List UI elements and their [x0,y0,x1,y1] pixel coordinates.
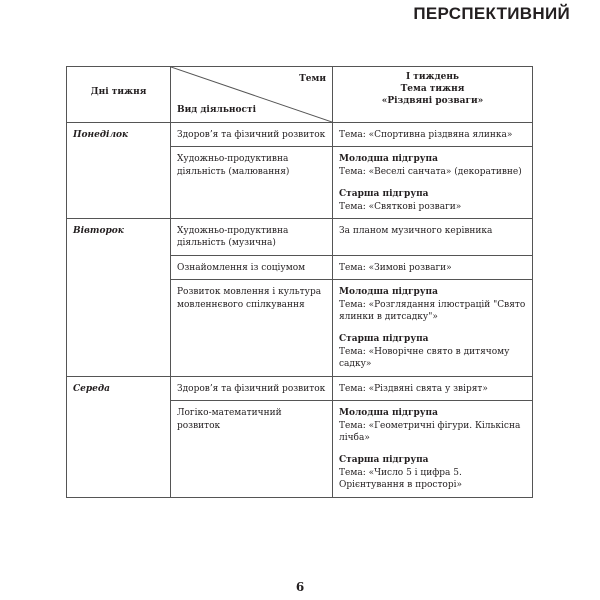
plan-table [66,66,533,498]
senior-topic: Тема: «Новорічне свято в дитячому садку» [339,346,510,370]
activity-cell: Розвиток мовлення і культура мовленнєвого спілкування [171,280,333,376]
header-week-theme: «Різдвяні розваги» [381,96,484,107]
header-themes: Теми [299,74,326,84]
junior-topic: Тема: «Веселі санчата» (декоративне) [339,166,522,177]
table-row [67,376,533,400]
header-diagonal-cell [171,67,333,123]
table-row [67,219,533,256]
topic-cell: Тема: «Спортивна різдвяна ялинка» [333,123,533,147]
activity-cell: Художньо-продуктивна діяльність (малювання) [171,147,333,219]
junior-group-label: Молодша підгрупа [339,287,438,298]
day-tuesday: Вівторок [67,219,171,377]
topic-cell: Тема: «Зимові розваги» [333,255,533,279]
junior-topic: Тема: «Геометричні фігури. Кількісна лічба» [339,420,521,443]
activity-cell: Здоров’я та фізичний розвиток [171,376,333,400]
header-week [333,67,533,123]
senior-group-label: Старша підгрупа [339,334,429,345]
junior-topic: Тема: «Розглядання ілюстрацій "Свято ялинки в дитсадку"» [339,299,526,323]
page-title: ПЕРСПЕКТИВНИЙ [413,4,570,23]
topic-cell [333,147,533,219]
topic-cell: Тема: «Різдвяні свята у звірят» [333,376,533,400]
junior-group-label: Молодша підгрупа [339,154,438,165]
senior-group-label: Старша підгрупа [339,455,429,466]
header-activity: Вид діяльності [177,104,257,115]
header-week-theme-label: Тема тижня [400,84,465,95]
senior-topic: Тема: «Число 5 і цифра 5. Орієнтування в просторі» [339,467,462,491]
header-days: Дні тижня [67,67,171,123]
table-header-row [67,67,533,123]
topic-cell [333,401,533,497]
activity-cell: Ознайомлення із соціумом [171,255,333,279]
header-week-number: І тиждень [405,72,460,82]
topic-cell [333,280,533,376]
junior-group-label: Молодша підгрупа [339,408,438,419]
page-number: 6 [295,580,305,594]
day-wednesday: Середа [67,376,171,497]
activity-cell: Художньо-продуктивна діяльність (музична) [171,219,333,256]
day-monday: Понеділок [67,123,171,219]
senior-topic: Тема: «Святкові розваги» [339,201,462,212]
activity-cell: Логіко-математичний розвиток [171,401,333,497]
activity-cell: Здоров’я та фізичний розвиток [171,123,333,147]
senior-group-label: Старша підгрупа [339,189,429,200]
topic-cell: За планом музичного керівника [333,219,533,256]
table-row [67,123,533,147]
